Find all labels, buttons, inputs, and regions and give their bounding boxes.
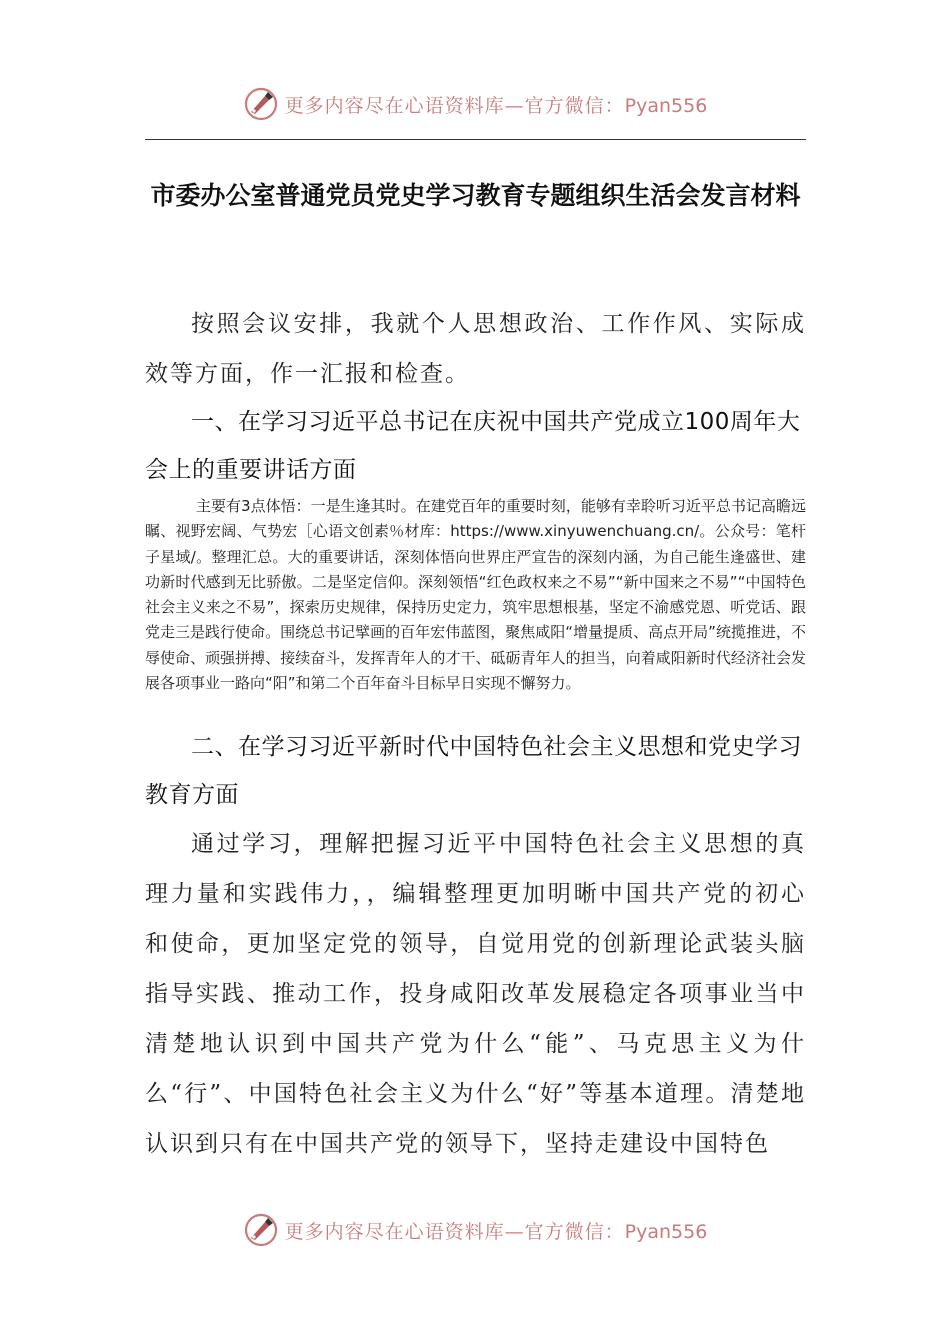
watermark-banner-bottom [0,1210,950,1250]
section-1-body: 主要有3点体悟：一是生逢其时。在建党百年的重要时刻，能够有幸聆听习近平总书记高瞻远瞩、视野宏阔、气势宏［心语文创素％材库：https://www.xinyuwenchuang.cn/。公众号：笔杆子星域/。整理汇总。大的重要讲话，深刻体悟向世界庄严宣告的深刻内涵，为自己能生逢盛世、建功新时代感到无比骄傲。二是坚定信仰。深刻领悟“红色政权来之不易”“新中国来之不易”“中国特色社会主义来之不易”，探索历史规律，保持历史定力，筑牢思想根基，坚定不渝感党恩、听党话、跟党走三是践行使命。围绕总书记擘画的百年宏伟蓝图，聚焦咸阳“增量提质、高点开局”统揽推进，不辱使命、顽强拼搏、接续奋斗，发挥青年人的才干、砥砺青年人的担当，向着咸阳新时代经济社会发展各项事业一路向“阳”和第二个百年奋斗目标早日实现不懈努力。 [145,497,806,693]
watermark-text: 更多内容尽在心语资料库—官方微信：Pyan556 [284,94,708,117]
section-2-body: 通过学习，理解把握习近平中国特色社会主义思想的真理力量和实践伟力，，编辑整理更加明晰中国共产党的初心和使命，更加坚定党的领导，自觉用党的创新理论武装头脑指导实践、推动工作，投身咸阳改革发展稳定各项事业当中清楚地认识到中国共产党为什么“能”、马克思主义为什么“行”、中国特色社会主义为什么“好”等基本道理。清楚地认识到只有在中国共产党的领导下，坚持走建设中国特色 [145,831,806,1157]
watermark-text: 更多内容尽在心语资料库—官方微信：Pyan556 [284,1220,708,1243]
pen-nib-circle-icon [243,1212,279,1248]
watermark-banner-top [0,84,950,124]
document-title: 市委办公室普通党员党史学习教育专题组织生活会发言材料 [150,181,801,210]
header-divider [145,139,806,140]
intro-paragraph: 按照会议安排，我就个人思想政治、工作作风、实际成效等方面，作一汇报和检查。 [145,311,806,387]
section-1-heading: 一、在学习习近平总书记在庆祝中国共产党成立100周年大会上的重要讲话方面 [145,409,801,483]
pen-nib-circle-icon [243,86,279,122]
section-2-heading: 二、在学习习近平新时代中国特色社会主义思想和党史学习教育方面 [145,734,802,808]
